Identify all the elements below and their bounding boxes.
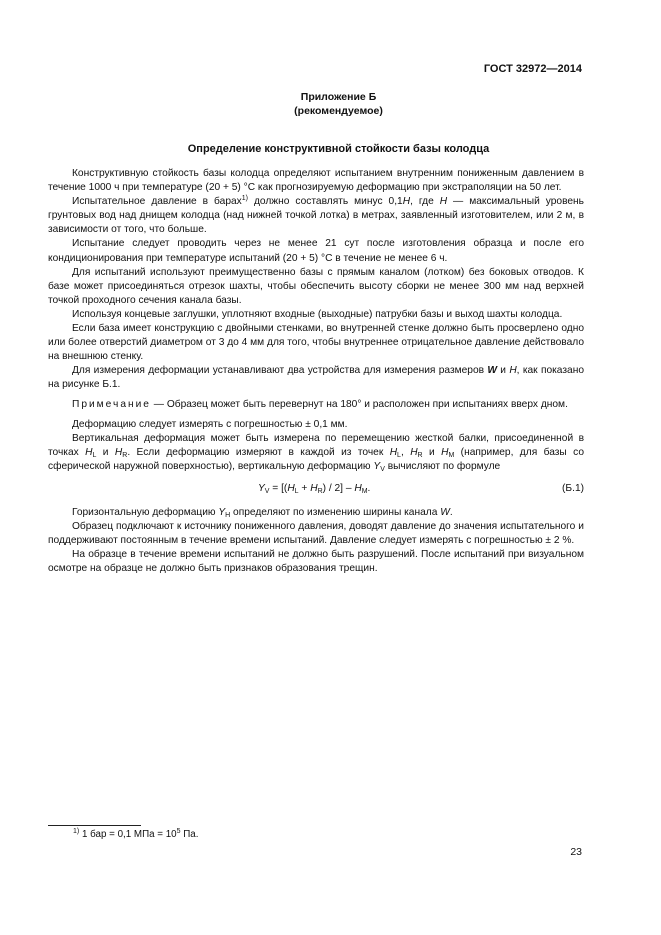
formula-expression: $Y_V = [(H_L + H_R) / 2] - H_M$. bbox=[258, 482, 371, 495]
formula-number: (Б.1) bbox=[562, 482, 584, 494]
paragraph-2: Испытательное давление в барах$^{1)}$ должно составлять минус 0,1H, где H — максимальный уровень грунтовых вод над днищем колодца (над нижней точкой лотка) в метрах, заявленный изготовителем, или 2 м, в зависимости от того, что больше. bbox=[48, 195, 584, 236]
note-label: Примечание bbox=[72, 398, 151, 410]
paragraph-8: Деформацию следует измерять с погрешностью ± 0,1 мм. bbox=[72, 418, 348, 430]
paragraph-11: Образец подключают к источнику пониженного давления, доводят давление до значения испытательного и поддерживают постоянным в течение времени испытаний. Давление следует измерять с погрешностью ± 2 %. bbox=[48, 521, 584, 547]
paragraph-3: Испытание следует проводить через не менее 21 сут после изготовления образца и после его кондиционирования при температуре испытаний (20 + 5) °C в течение не менее 6 ч. bbox=[48, 238, 584, 264]
document-body bbox=[48, 167, 584, 576]
paragraph-6: Если база имеет конструкцию с двойными стенками, во внутренней стенке должно быть просверлено одно или более отверстий диаметром от 3 до 4 мм для того, чтобы внутреннее отрицательное давление действовало на внешнюю стенку. bbox=[48, 323, 584, 363]
paragraph-9: Вертикальная деформация может быть измерена по перемещению жесткой балки, присоединенной в точках $H_L$ и $H_R$. Если деформацию измеряют в каждой из точек $H_L$, $H_R$ и $H_M$ (например, для базы со сферической наружной поверхностью), вертикальную деформацию $Y_V$ вычисляют по формуле bbox=[48, 432, 585, 473]
standard-number: ГОСТ 32972—2014 bbox=[483, 63, 582, 75]
paragraph-12: На образце в течение времени испытаний не должно быть разрушений. После испытаний при визуальном осмотре на образце не должно быть признаков образования трещин. bbox=[48, 549, 584, 575]
paragraph-5: Используя концевые заглушки, уплотняют входные (выходные) патрубки базы и выход шахты колодца. bbox=[72, 308, 563, 320]
footnote-ref: 1) bbox=[241, 195, 248, 203]
note bbox=[48, 398, 584, 412]
paragraph-10: Горизонтальную деформацию $Y_H$ определяют по изменению ширины канала W. bbox=[72, 506, 453, 519]
paragraph-1: Конструктивную стойкость базы колодца определяют испытанием внутренним пониженным давлением в течение 1000 ч при температуре (20 + 5) °C как прогнозируемую деформацию при экстраполяции на 50 лет. bbox=[48, 168, 584, 194]
annex-status: (рекомендуемое) bbox=[294, 105, 383, 117]
formula-b1 bbox=[48, 482, 584, 498]
footnote-separator bbox=[48, 825, 141, 826]
note-text: — Образец может быть перевернут на 180° и расположен при испытаниях вверх дном. bbox=[150, 398, 568, 410]
annex-title: Приложение Б bbox=[300, 91, 377, 103]
footnote: $^{1)}$ 1 бар = 0,1 МПа = $10^5$ Па. bbox=[73, 828, 199, 840]
page-number: 23 bbox=[570, 846, 582, 858]
section-title: Определение конструктивной стойкости базы колодца bbox=[187, 143, 490, 155]
paragraph-7: Для измерения деформации устанавливают два устройства для измерения размеров W и H, как показано на рисунке Б.1. bbox=[48, 365, 584, 391]
paragraph-4: Для испытаний используют преимущественно базы с прямым каналом (лотком) без боковых отводов. К базе может присоединяться отрезок шахты, чтобы обеспечить высоту сборки не менее 300 мм над верхней точкой проходного сечения канала базы. bbox=[48, 266, 584, 306]
annex-heading bbox=[48, 90, 629, 118]
